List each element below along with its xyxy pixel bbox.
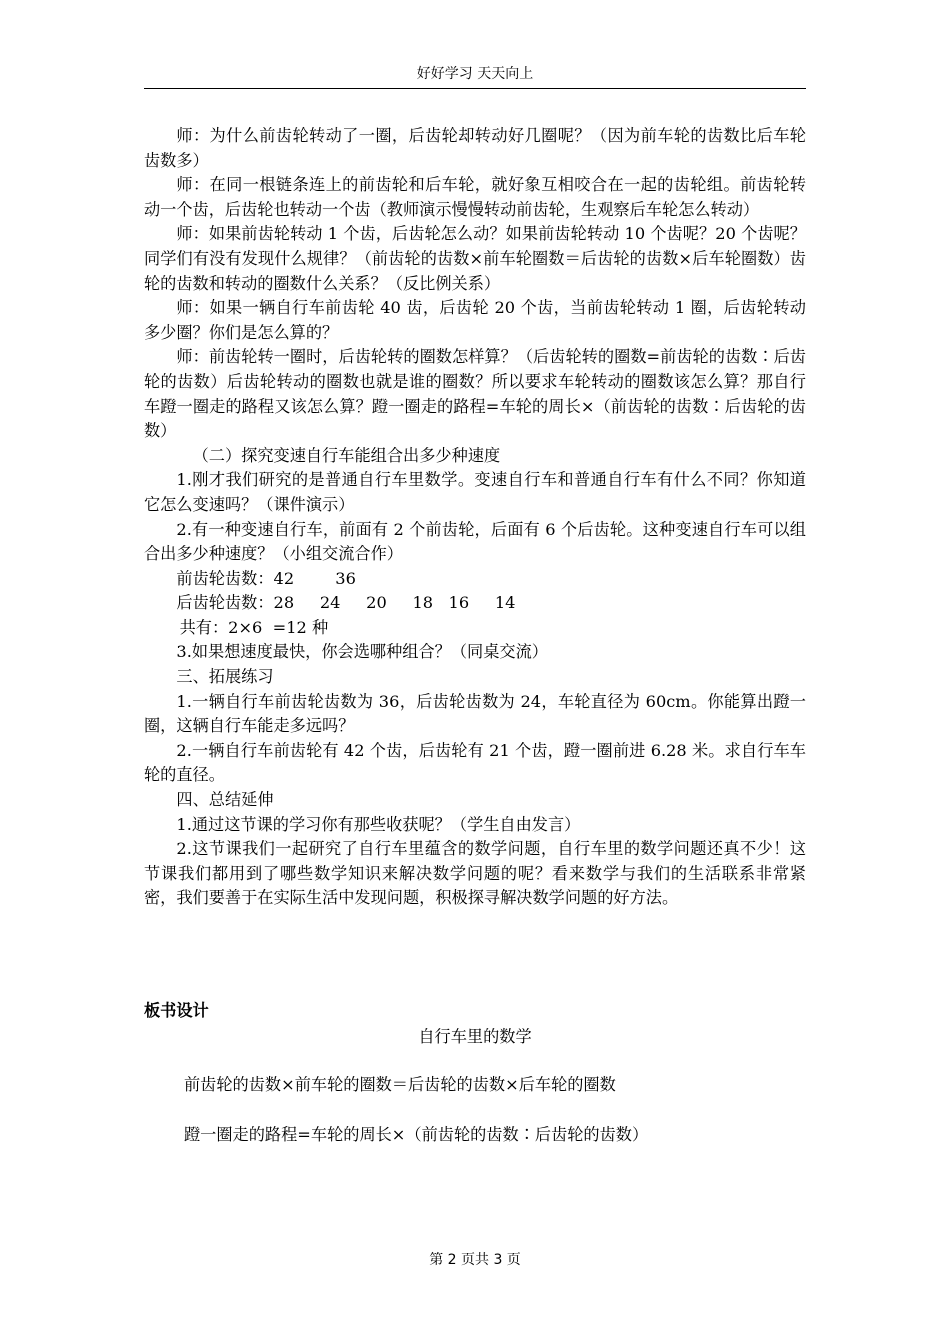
- page-header: 好好学习 天天向上: [416, 66, 534, 82]
- paragraph: 1.刚才我们研究的是普通自行车里数学。变速自行车和普通自行车有什么不同？你知道它怎么变速吗？（课件演示）: [144, 470, 806, 514]
- section-heading: 四、总结延伸: [176, 790, 274, 810]
- section-heading: 三、拓展练习: [176, 667, 274, 687]
- paragraph: 2.这节课我们一起研究了自行车里蕴含的数学问题，自行车里的数学问题还真不少！这节课我们都用到了哪些数学知识来解决数学问题的呢？看来数学与我们的生活联系非常紧密，我们要善于在实际生活中发现问题，积极探寻解决数学问题的好方法。: [144, 839, 806, 908]
- board-formula-gears: 前齿轮的齿数×前车轮的圈数＝后齿轮的齿数×后车轮的圈数: [184, 1075, 616, 1094]
- section-heading: （二）探究变速自行车能组合出多少种速度: [192, 445, 501, 465]
- paragraph: 师：如果一辆自行车前齿轮 40 齿，后齿轮 20 个齿，当前齿轮转动 1 圈，后齿轮转动多少圈？你们是怎么算的？: [144, 298, 806, 342]
- paragraph: 1.通过这节课的学习你有那些收获呢？（学生自由发言）: [176, 814, 581, 834]
- page-footer: 第 2 页共 3 页: [429, 1252, 521, 1268]
- total-row: 共有：2×6 =12 种: [179, 617, 329, 637]
- rear-gear-row: 后齿轮齿数：28 24 20 18 16 14: [176, 593, 516, 613]
- header-rule: [144, 88, 806, 89]
- paragraph: 3.如果想速度最快，你会选哪种组合？（同桌交流）: [176, 642, 548, 662]
- front-gear-row: 前齿轮齿数：42 36: [176, 568, 356, 588]
- paragraph: 师：在同一根链条连上的前齿轮和后车轮，就好象互相咬合在一起的齿轮组。前齿轮转动一个齿，后齿轮也转动一个齿（教师演示慢慢转动前齿轮，生观察后车轮怎么转动）: [144, 175, 806, 219]
- document-body: [144, 124, 806, 911]
- paragraph: 2.有一种变速自行车，前面有 2 个前齿轮，后面有 6 个后齿轮。这种变速自行车可以组合出多少种速度？（小组交流合作）: [144, 519, 806, 564]
- board-lesson-name: 自行车里的数学: [418, 1027, 532, 1046]
- board-design-title: 板书设计: [144, 1001, 209, 1020]
- paragraph: 师：前齿轮转一圈时，后齿轮转的圈数怎样算？（后齿轮转的圈数=前齿轮的齿数∶后齿轮的齿数）后齿轮转动的圈数也就是谁的圈数？所以要求车轮转动的圈数该怎么算？那自行车蹬一圈走的路程又该怎么算？蹬一圈走的路程=车轮的周长×（前齿轮的齿数∶后齿轮的齿数）: [144, 347, 806, 441]
- paragraph: 师：如果前齿轮转动 1 个齿，后齿轮怎么动？如果前齿轮转动 10 个齿呢？20 个齿呢？同学们有没有发现什么规律？（前齿轮的齿数×前车轮圈数＝后齿轮的齿数×后车轮圈数）齿轮的齿数和转动的圈数什么关系？（反比例关系）: [144, 224, 806, 293]
- board-formula-distance: 蹬一圈走的路程=车轮的周长×（前齿轮的齿数∶后齿轮的齿数）: [184, 1125, 649, 1144]
- paragraph: 2.一辆自行车前齿轮有 42 个齿，后齿轮有 21 个齿，蹬一圈前进 6.28 米。求自行车车轮的直径。: [144, 740, 806, 785]
- paragraph: 师：为什么前齿轮转动了一圈，后齿轮却转动好几圈呢？（因为前车轮的齿数比后车轮齿数多）: [144, 126, 806, 170]
- paragraph: 1.一辆自行车前齿轮齿数为 36，后齿轮齿数为 24，车轮直径为 60cm。你能算出蹬一圈，这辆自行车能走多远吗？: [144, 691, 806, 736]
